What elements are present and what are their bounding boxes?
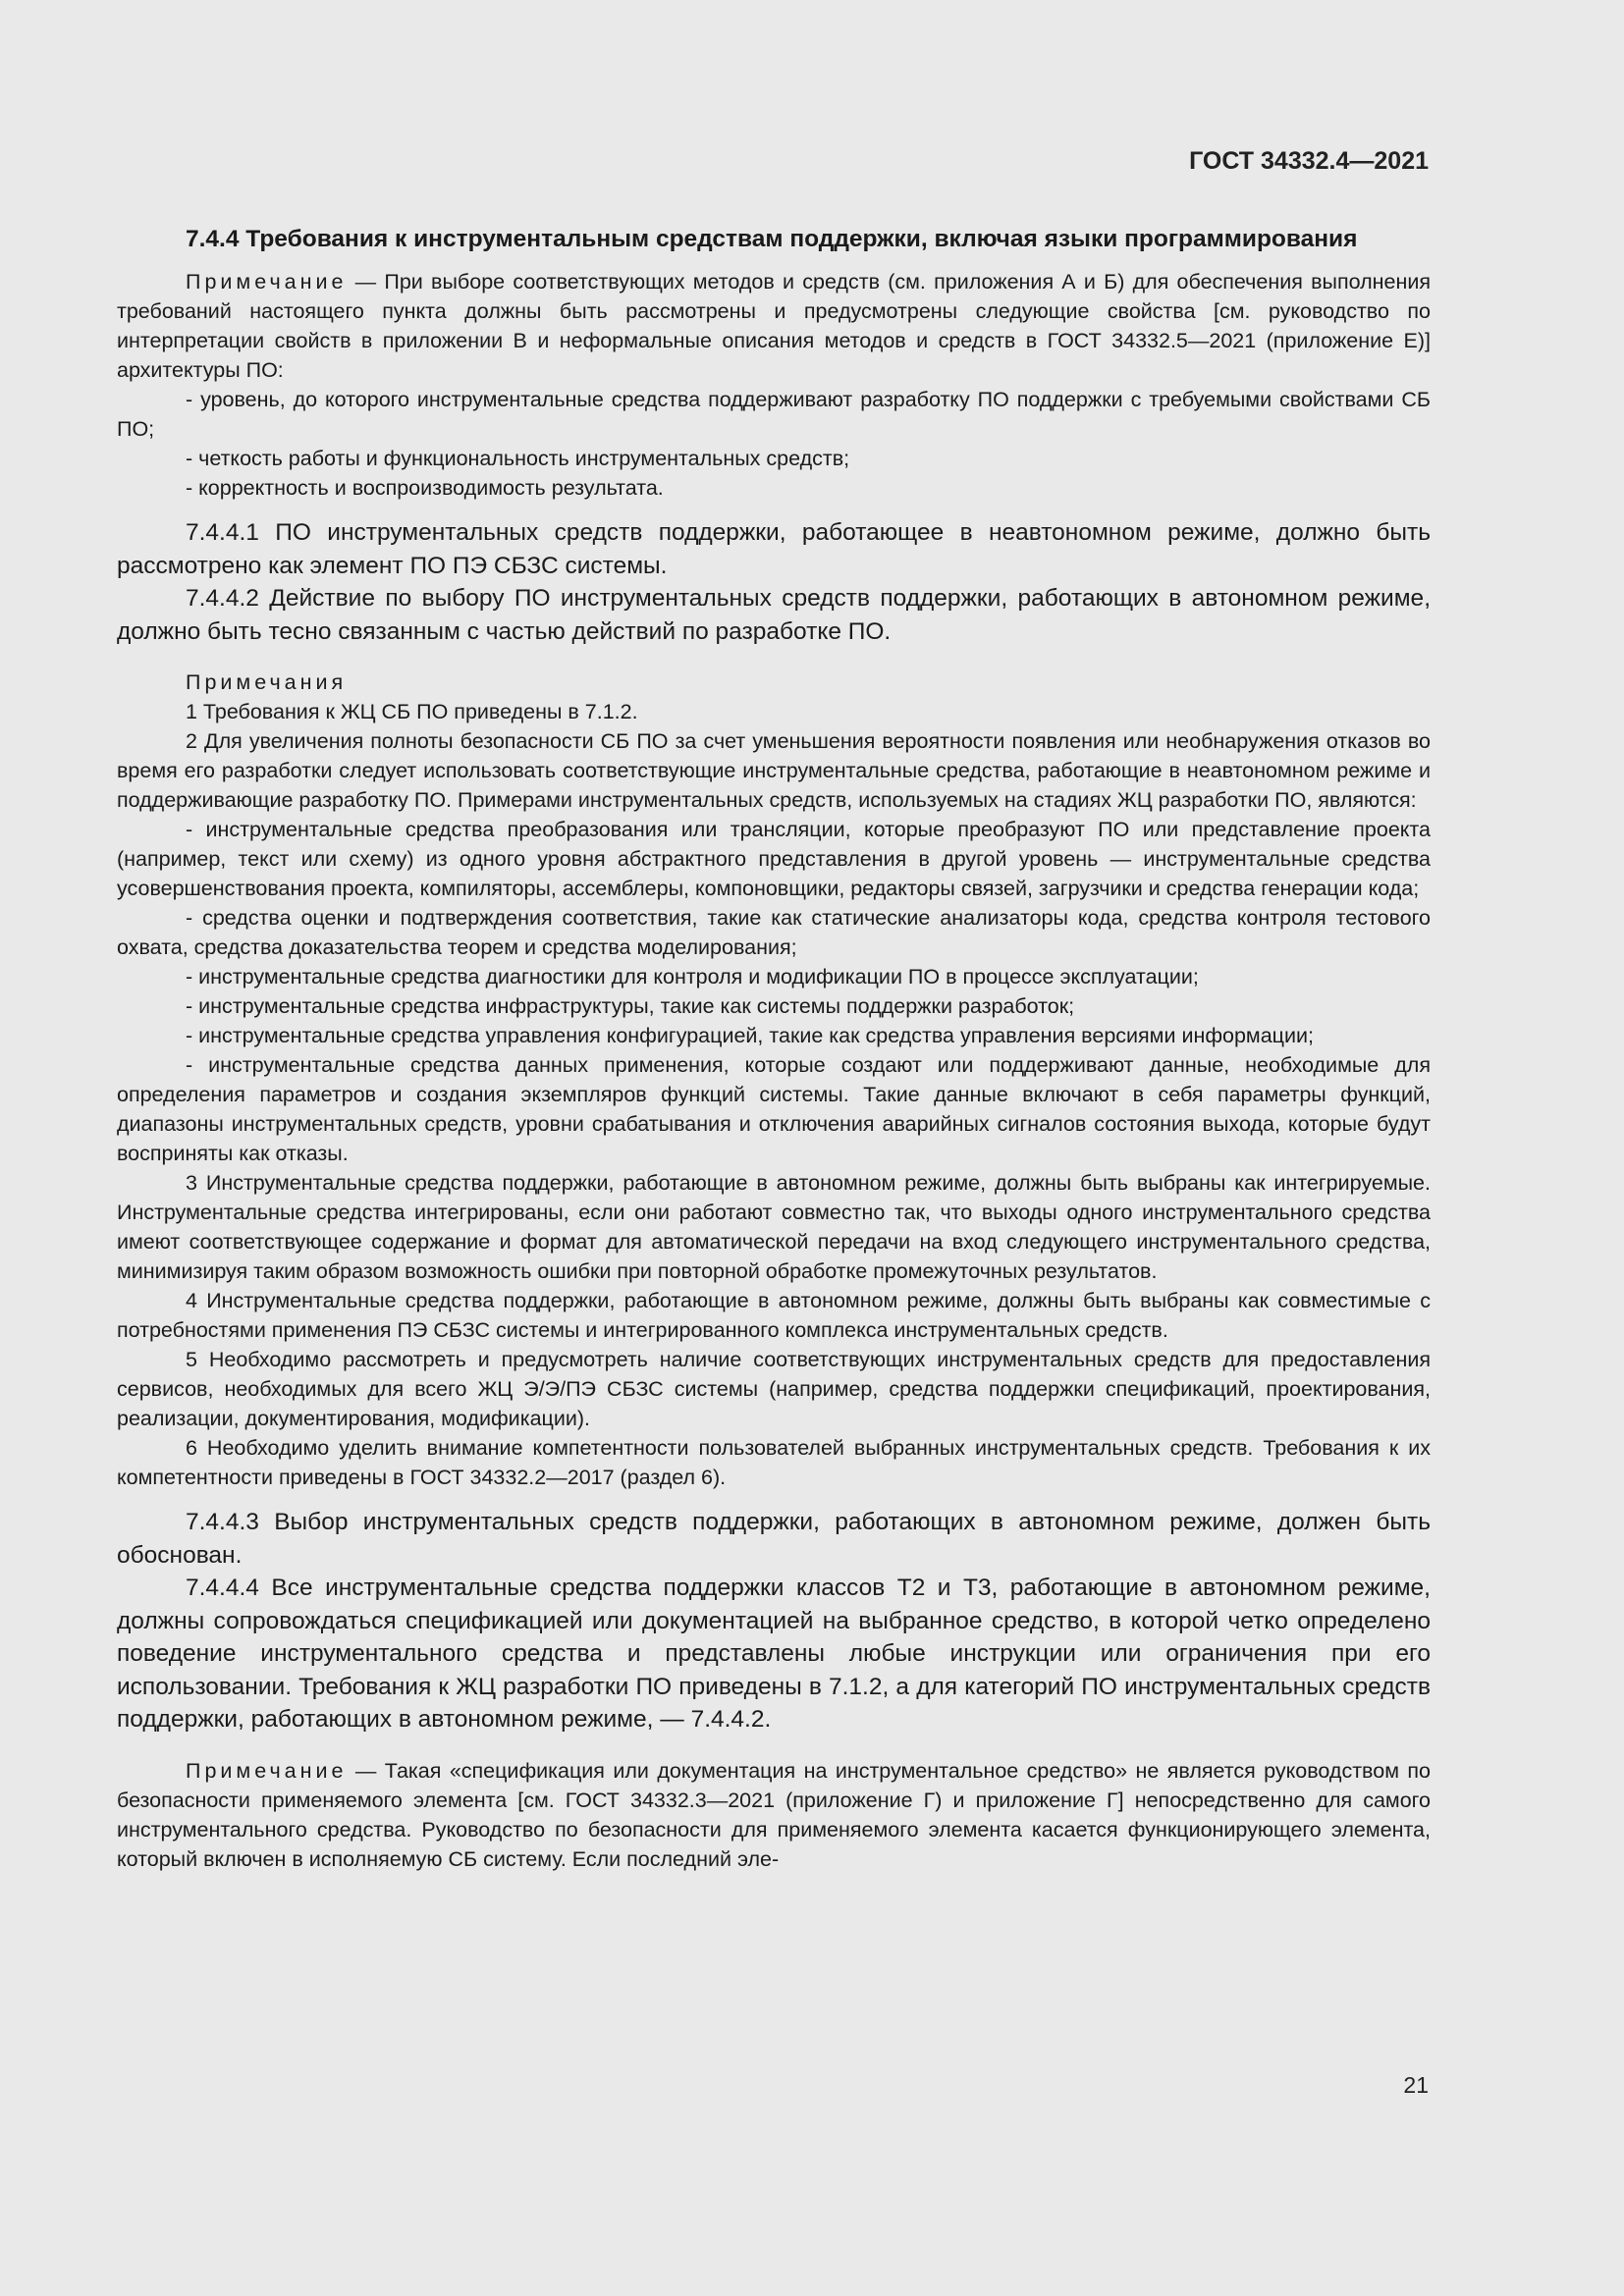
note-list-item: - инструментальные средства данных применения, которые создают или поддерживают данные, необходимые для определения параметров и создания экземпляров функций системы. Такие данные включают в себя параметры функций, диапазоны инструментальных средств, уровни срабатывания и отключения аварийных сигналов состояния выхода, которые будут восприняты как отказы.: [117, 1053, 1431, 1165]
note-item: 6 Необходимо уделить внимание компетентности пользователей выбранных инструментальных средств. Требования к их компетентности приведены в ГОСТ 34332.2—2017 (раздел 6).: [117, 1436, 1431, 1489]
note-label: Примечание: [186, 1758, 348, 1783]
note-list-item: - инструментальные средства управления конфигурацией, такие как средства управления версиями информации;: [186, 1024, 1314, 1047]
note-text: — Такая «спецификация или документация на инструментальное средство» не является руководством по безопасности применяемого элемента [см. ГОСТ 34332.3—2021 (приложение Г) и приложение Г] непосредственно для самого инструментального средства. Руководство по безопасности для применяемого элемента касается функционирующего элемента, который включен в исполняемую СБ систему. Если последний эле-: [117, 1758, 1431, 1871]
note-list-item: - инструментальные средства преобразования или трансляции, которые преобразуют ПО или представление проекта (например, текст или схему) из одного уровня абстрактного представления в другой уровень — инструментальные средства усовершенствования проекта, компиляторы, ассемблеры, компоновщики, редакторы связей, загрузчики и средства генерации кода;: [117, 818, 1431, 900]
note-item: 1 Требования к ЖЦ СБ ПО приведены в 7.1.2.: [186, 700, 638, 723]
clause-7-4-4-2: 7.4.4.2 Действие по выбору ПО инструментальных средств поддержки, работающих в автономном режиме, должно быть тесно связанным с частью действий по разработке ПО.: [117, 585, 1431, 645]
page-number: 21: [1403, 2072, 1429, 2098]
note-list-item: - уровень, до которого инструментальные средства поддерживают разработку ПО поддержки с требуемыми свойствами СБ ПО;: [117, 388, 1431, 441]
note-list-item: - корректность и воспроизводимость результата.: [186, 476, 664, 500]
section-heading: 7.4.4 Требования к инструментальным средствам поддержки, включая языки программирования: [186, 226, 1358, 252]
note-list-item: - инструментальные средства диагностики для контроля и модификации ПО в процессе эксплуатации;: [186, 965, 1199, 988]
note-paragraph: [117, 1756, 1431, 1874]
note-paragraph: [117, 267, 1431, 385]
note-list-item: - средства оценки и подтверждения соответствия, такие как статические анализаторы кода, средства контроля тестового охвата, средства доказательства теорем и средства моделирования;: [117, 906, 1431, 959]
clause-7-4-4-4: 7.4.4.4 Все инструментальные средства поддержки классов Т2 и Т3, работающие в автономном режиме, должны сопровождаться спецификацией или документацией на выбранное средство, в которой четко определено поведение инструментального средства и представлены любые инструкции или ограничения при его использовании. Требования к ЖЦ разработки ПО приведены в 7.1.2, а для категорий ПО инструментальных средств поддержки, работающих в автономном режиме, — 7.4.4.2.: [117, 1575, 1431, 1733]
note-text: — При выборе соответствующих методов и средств (см. приложения А и Б) для обеспечения выполнения требований настоящего пункта должны быть рассмотрены и предусмотрены следующие свойства [см. руководство по интерпретации свойств в приложении В и неформальные описания методов и средств в ГОСТ 34332.5—2021 (приложение Е)] архитектуры ПО:: [117, 270, 1431, 382]
note-list-item: - инструментальные средства инфраструктуры, такие как системы поддержки разработок;: [186, 994, 1075, 1018]
clause-7-4-4-3: 7.4.4.3 Выбор инструментальных средств поддержки, работающих в автономном режиме, должен быть обоснован.: [117, 1509, 1431, 1569]
note-item: 3 Инструментальные средства поддержки, работающие в автономном режиме, должны быть выбраны как интегрируемые. Инструментальные средства интегрированы, если они работают совместно так, что выходы одного инструментального средства имеют соответствующее содержание и формат для автоматической передачи на вход следующего инструментального средства, минимизируя таким образом возможность ошибки при повторной обработке промежуточных результатов.: [117, 1171, 1431, 1283]
notes-label: Примечания: [186, 670, 348, 694]
document-code: ГОСТ 34332.4—2021: [1189, 147, 1429, 175]
clause-7-4-4-1: 7.4.4.1 ПО инструментальных средств поддержки, работающее в неавтономном режиме, должно быть рассмотрено как элемент ПО ПЭ СБЗС системы.: [117, 519, 1431, 579]
note-list-item: - четкость работы и функциональность инструментальных средств;: [186, 447, 850, 470]
note-item: 4 Инструментальные средства поддержки, работающие в автономном режиме, должны быть выбраны как совместимые с потребностями применения ПЭ СБЗС системы и интегрированного комплекса инструментальных средств.: [117, 1289, 1431, 1342]
page-body: [117, 223, 1431, 1874]
note-label: Примечание: [186, 270, 348, 294]
note-item: 5 Необходимо рассмотреть и предусмотреть наличие соответствующих инструментальных средств для предоставления сервисов, необходимых для всего ЖЦ Э/Э/ПЭ СБЗС системы (например, средства поддержки спецификаций, проектирования, реализации, документирования, модификации).: [117, 1348, 1431, 1430]
note-item: 2 Для увеличения полноты безопасности СБ ПО за счет уменьшения вероятности появления или необнаружения отказов во время его разработки следует использовать соответствующие инструментальные средства, работающие в неавтономном режиме и поддерживающие разработку ПО. Примерами инструментальных средств, используемых на стадиях ЖЦ разработки ПО, являются:: [117, 729, 1431, 812]
